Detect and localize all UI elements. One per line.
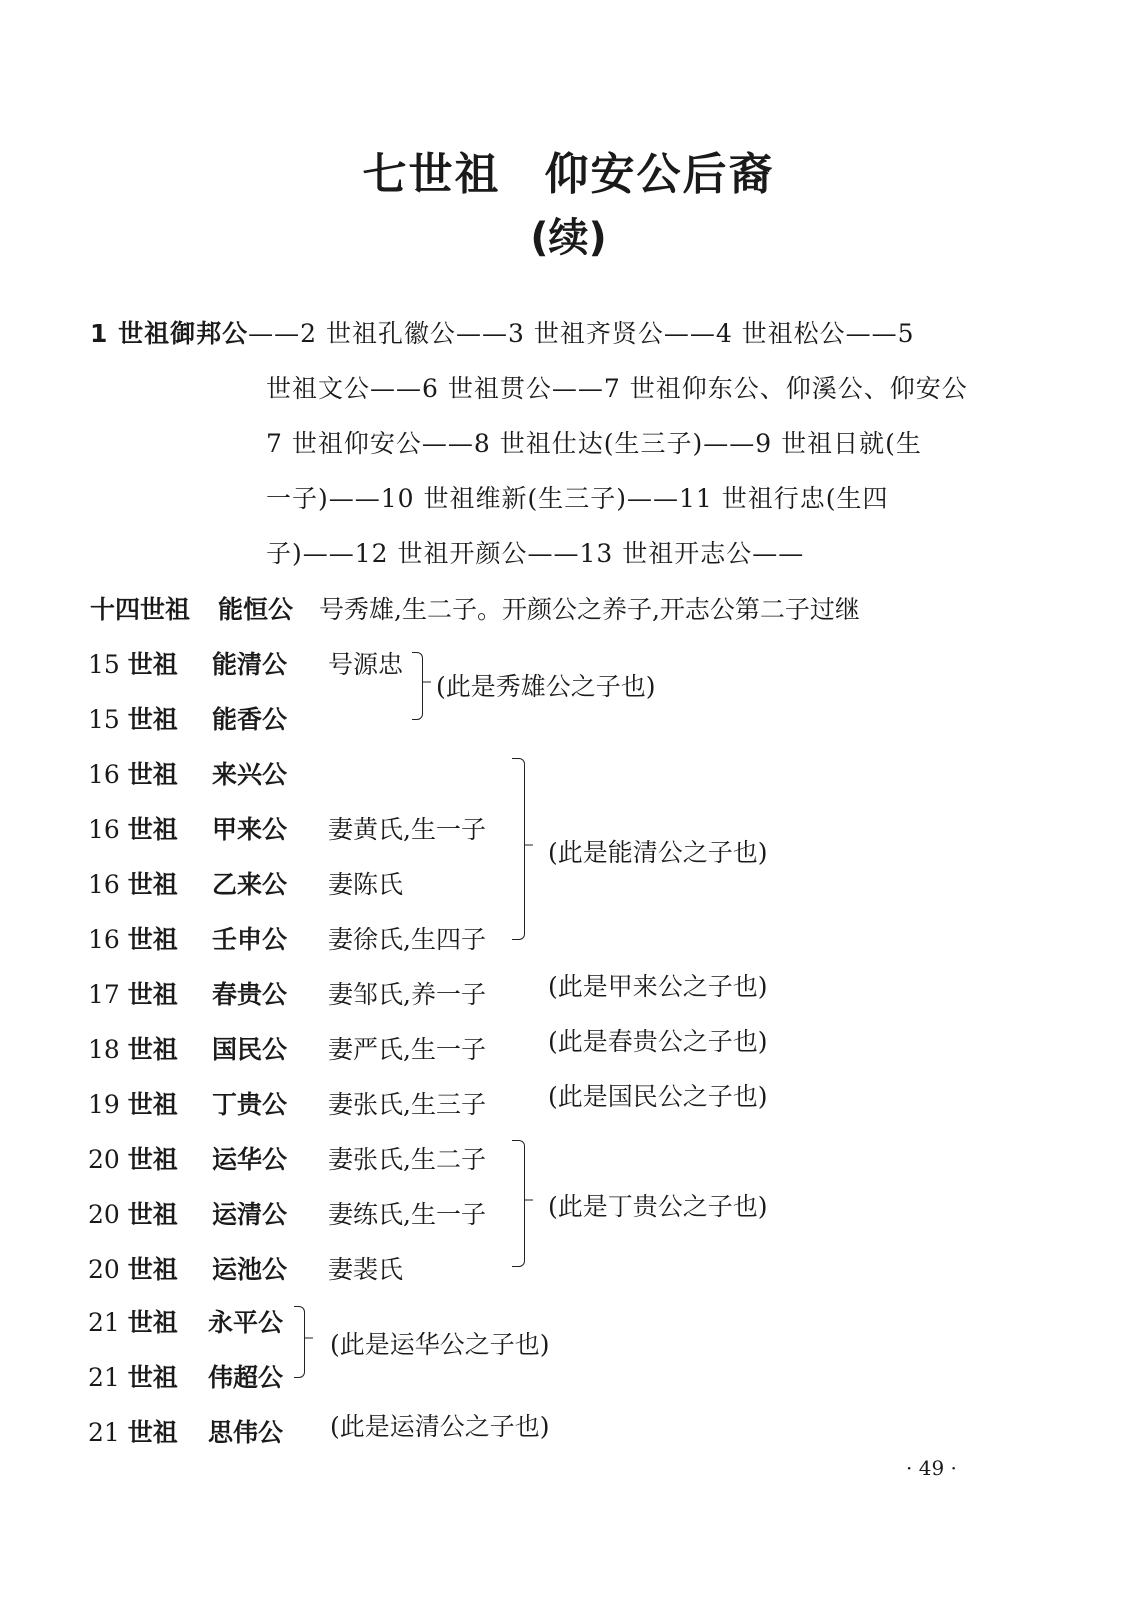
ancestor-name: 壬申公: [212, 925, 288, 954]
title-generation: 七世祖: [362, 149, 501, 200]
relation-note: (此是能清公之子也): [548, 838, 768, 867]
genealogy-row: [88, 978, 528, 1012]
ancestor-name: 春贵公: [212, 980, 288, 1009]
relation-note: (此是运清公之子也): [330, 1412, 550, 1441]
generation-label: 18 世祖: [88, 1035, 178, 1064]
lineage-line: 世祖文公——6 世祖贯公——7 世祖仰东公、仰溪公、仰安公: [266, 374, 968, 403]
generation-label: 17 世祖: [88, 980, 178, 1009]
generation-label: 16 世祖: [88, 760, 178, 789]
genealogy-row: [88, 1143, 528, 1177]
ancestor-name: 伟超公: [208, 1363, 284, 1392]
ancestor-name: 能香公: [212, 705, 288, 734]
generation-label: 20 世祖: [88, 1145, 178, 1174]
relation-note: (此是春贵公之子也): [548, 1027, 768, 1056]
generation-label: 16 世祖: [88, 815, 178, 844]
genealogy-row: [88, 923, 528, 957]
ancestor-name: 丁贵公: [212, 1090, 288, 1119]
generation-label: 21 世祖: [88, 1363, 178, 1392]
lineage-line: 7 世祖仰安公——8 世祖仕达(生三子)——9 世祖日就(生: [266, 429, 922, 458]
generation-label: 21 世祖: [88, 1418, 178, 1447]
spouse-info: 妻黄氏,生一子: [328, 815, 486, 844]
lineage-line: 1 世祖御邦公——2 世祖孔徽公——3 世祖齐贤公——4 世祖松公——5: [90, 319, 915, 348]
genealogy-row: [88, 758, 528, 792]
genealogy-row: [88, 868, 528, 902]
spouse-info: 号源忠: [328, 650, 404, 679]
title-lineage: 仰安公后裔: [544, 149, 775, 200]
genealogy-row: [88, 703, 528, 737]
spouse-info: 妻裴氏: [328, 1255, 404, 1284]
brace: [294, 1306, 305, 1378]
relation-note: (此是运华公之子也): [330, 1330, 550, 1359]
ancestor-name: 思伟公: [208, 1418, 284, 1447]
genealogy-row: [88, 813, 528, 847]
ancestor-name: 国民公: [212, 1035, 288, 1064]
genealogy-row: [88, 1033, 528, 1067]
spouse-info: 妻严氏,生一子: [328, 1035, 486, 1064]
relation-note: (此是丁贵公之子也): [548, 1192, 768, 1221]
relation-note: (此是甲来公之子也): [548, 972, 768, 1001]
brace: [412, 652, 423, 720]
spouse-info: 妻徐氏,生四子: [328, 925, 486, 954]
spouse-info: 妻张氏,生二子: [328, 1145, 486, 1174]
genealogy-row: [88, 1253, 528, 1287]
generation-label: 19 世祖: [88, 1090, 178, 1119]
generation-label: 15 世祖: [88, 705, 178, 734]
spouse-info: 妻练氏,生一子: [328, 1200, 486, 1229]
lineage-line: 子)——12 世祖开颜公——13 世祖开志公——: [266, 539, 805, 568]
page-title: [0, 138, 1137, 202]
ancestor-name: 运清公: [212, 1200, 288, 1229]
generation-label: 20 世祖: [88, 1255, 178, 1284]
ancestor-name: 运华公: [212, 1145, 288, 1174]
genealogy-row: [88, 1361, 528, 1395]
generation-label: 16 世祖: [88, 870, 178, 899]
page-subtitle: (续): [530, 215, 607, 261]
relation-note: (此是国民公之子也): [548, 1082, 768, 1111]
ancestor-name: 能清公: [212, 650, 288, 679]
genealogy-row: [88, 1088, 528, 1122]
brace: [512, 1140, 525, 1267]
generation-label: 20 世祖: [88, 1200, 178, 1229]
ancestor-name: 乙来公: [212, 870, 288, 899]
ancestor-name: 永平公: [208, 1308, 284, 1337]
generation-label: 21 世祖: [88, 1308, 178, 1337]
ancestor-name: 来兴公: [212, 760, 288, 789]
spouse-info: 妻邹氏,养一子: [328, 980, 486, 1009]
brace: [512, 758, 525, 940]
generation-14-entry: 十四世祖 能恒公 号秀雄,生二子。开颜公之养子,开志公第二子过继: [90, 595, 860, 624]
ancestor-name: 运池公: [212, 1255, 288, 1284]
relation-note: (此是秀雄公之子也): [436, 672, 656, 701]
page-number: · 49 ·: [906, 1456, 957, 1480]
lineage-line: 一子)——10 世祖维新(生三子)——11 世祖行忠(生四: [266, 484, 889, 513]
generation-label: 15 世祖: [88, 650, 178, 679]
genealogy-row: [88, 1198, 528, 1232]
spouse-info: 妻张氏,生三子: [328, 1090, 486, 1119]
spouse-info: 妻陈氏: [328, 870, 404, 899]
ancestor-name: 甲来公: [212, 815, 288, 844]
generation-label: 16 世祖: [88, 925, 178, 954]
